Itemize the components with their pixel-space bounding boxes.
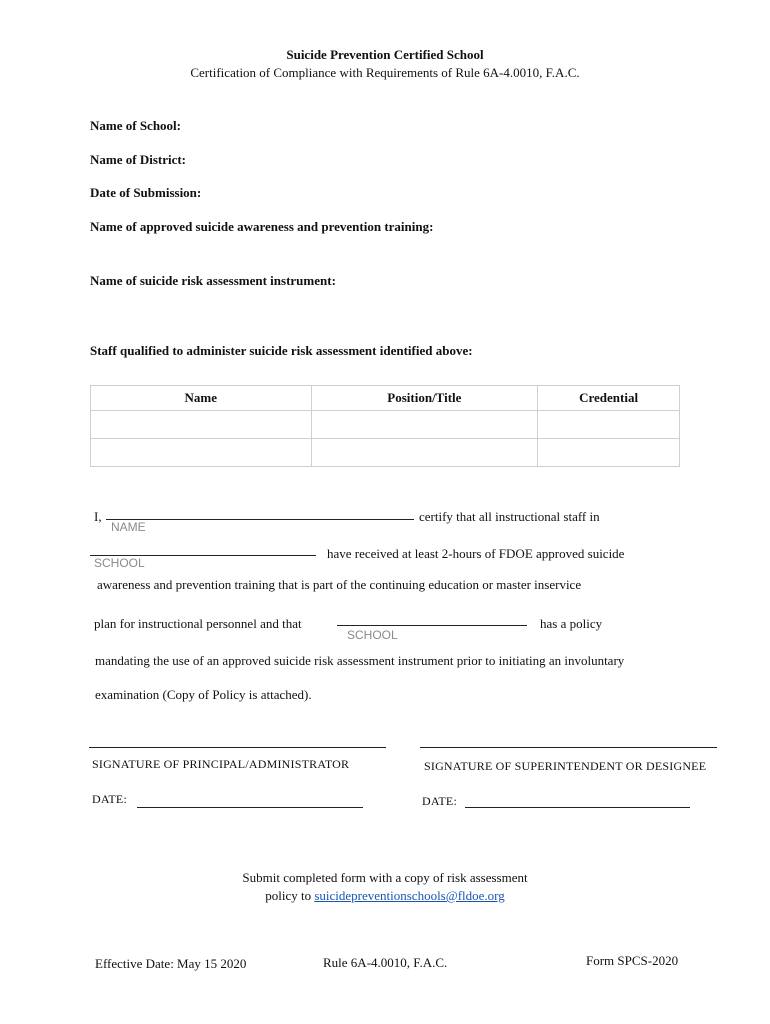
credential-cell[interactable] xyxy=(538,439,680,467)
submit-policy-prefix: policy to xyxy=(265,888,312,903)
school-input-line-2[interactable] xyxy=(337,625,527,626)
column-header-credential: Credential xyxy=(538,386,680,411)
school-name-label: Name of School: xyxy=(90,118,181,133)
examination-text: examination (Copy of Policy is attached). xyxy=(95,687,312,702)
name-input-line[interactable] xyxy=(106,519,414,520)
awareness-text: awareness and prevention training that is part of the continuing education or master inservice xyxy=(97,577,582,592)
position-cell[interactable] xyxy=(311,411,538,439)
mandating-text: mandating the use of an approved suicide risk assessment instrument prior to initiating an involuntary xyxy=(95,653,625,668)
plan-text: plan for instructional personnel and that xyxy=(94,616,302,631)
name-cell[interactable] xyxy=(91,439,312,467)
staff-table xyxy=(90,385,680,467)
table-header-row xyxy=(91,386,680,411)
superintendent-date-line[interactable] xyxy=(465,807,690,808)
submit-instructions-line1: Submit completed form with a copy of risk assessment xyxy=(242,870,528,885)
training-name-label: Name of approved suicide awareness and prevention training: xyxy=(90,219,434,234)
credential-cell[interactable] xyxy=(538,411,680,439)
school-placeholder-1: SCHOOL xyxy=(94,556,145,570)
name-cell[interactable] xyxy=(91,411,312,439)
form-id: Form SPCS-2020 xyxy=(586,953,679,968)
instrument-name-label: Name of suicide risk assessment instrument: xyxy=(90,273,336,288)
submit-email-link[interactable]: suicidepreventionschools@fldoe.org xyxy=(314,888,505,903)
policy-text: has a policy xyxy=(540,616,603,631)
certify-text: certify that all instructional staff in xyxy=(419,509,600,524)
staff-qualified-label: Staff qualified to administer suicide risk assessment identified above: xyxy=(90,343,473,358)
superintendent-signature-line[interactable] xyxy=(420,747,717,748)
principal-signature-line[interactable] xyxy=(89,747,386,748)
column-header-position: Position/Title xyxy=(311,386,538,411)
form-subtitle: Certification of Compliance with Requirements of Rule 6A-4.0010, F.A.C. xyxy=(190,65,580,80)
principal-signature-label: SIGNATURE OF PRINCIPAL/ADMINISTRATOR xyxy=(92,757,350,771)
district-name-label: Name of District: xyxy=(90,152,187,167)
superintendent-signature-label: SIGNATURE OF SUPERINTENDENT OR DESIGNEE xyxy=(424,759,707,773)
submit-instructions-line2 xyxy=(0,888,770,904)
footer-rule: Rule 6A-4.0010, F.A.C. xyxy=(323,955,448,970)
certify-i-prefix: I, xyxy=(94,509,102,524)
principal-date-label: DATE: xyxy=(92,792,127,806)
table-row xyxy=(91,411,680,439)
position-cell[interactable] xyxy=(311,439,538,467)
submission-date-label: Date of Submission: xyxy=(90,185,202,200)
school-placeholder-2: SCHOOL xyxy=(347,628,398,642)
form-title: Suicide Prevention Certified School xyxy=(286,47,484,62)
table-row xyxy=(91,439,680,467)
superintendent-date-label: DATE: xyxy=(422,794,457,808)
name-placeholder: NAME xyxy=(111,520,146,534)
principal-date-line[interactable] xyxy=(137,807,363,808)
effective-date: Effective Date: May 15 2020 xyxy=(95,956,247,971)
column-header-name: Name xyxy=(91,386,312,411)
received-text: have received at least 2-hours of FDOE approved suicide xyxy=(327,546,625,561)
